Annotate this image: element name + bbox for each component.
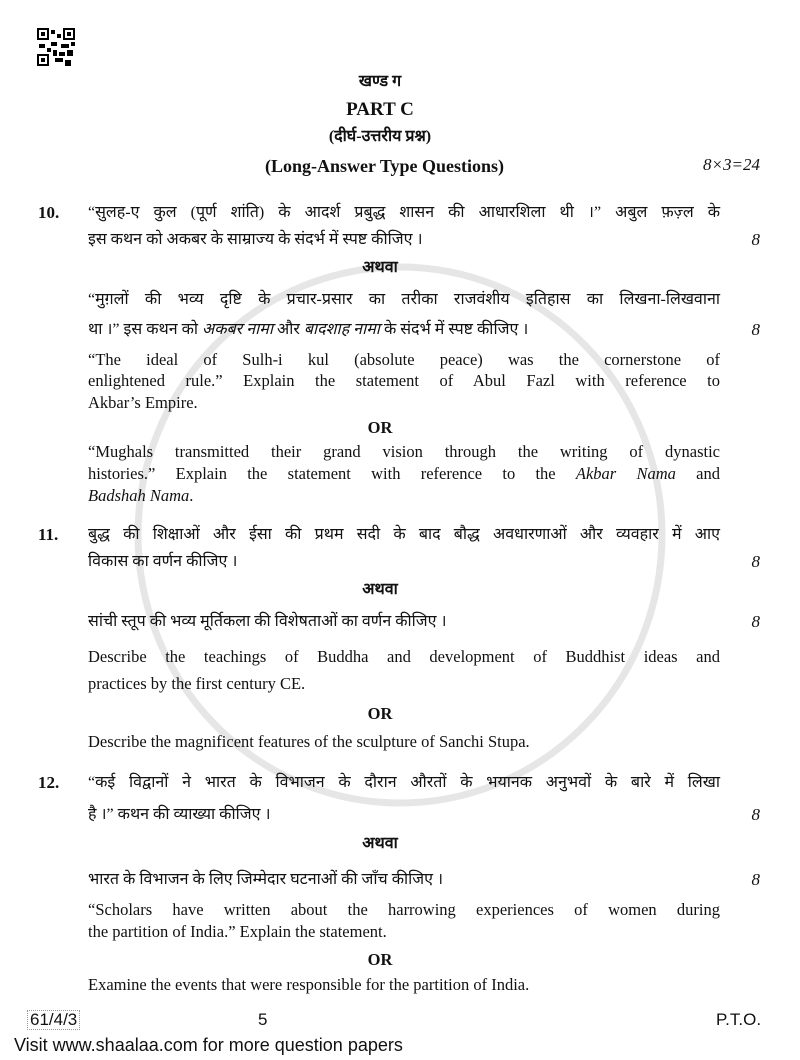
question-text-hindi: विकास का वर्णन कीजिए । (88, 553, 238, 570)
question-number: 10. (38, 203, 60, 222)
question-text: Badshah Nama. (88, 486, 194, 505)
question-number: 11. (38, 525, 59, 544)
or-hindi: अथवा (362, 835, 398, 852)
question-text: Akbar’s Empire. (88, 393, 198, 412)
marks: 8 (751, 612, 760, 631)
marks: 8 (751, 230, 760, 249)
marks: 8 (751, 870, 760, 889)
question-text: “Scholars have written about the harrowing experiences of women during (88, 900, 720, 919)
question-text: enlightened rule.” Explain the statement of Abul Fazl with reference to (88, 371, 720, 390)
pto-label: P.T.O. (716, 1010, 762, 1029)
question-text: Examine the events that were responsible for the partition of India. (88, 975, 530, 994)
marks: 8 (751, 552, 760, 571)
question-text: Describe the teachings of Buddha and development of Buddhist ideas and (88, 647, 720, 666)
question-text-hindi: इस कथन को अकबर के साम्राज्य के संदर्भ में स्पष्ट कीजिए । (88, 231, 423, 248)
question-text-hindi: था ।” इस कथन को अकबर नामा और बादशाह नामा के संदर्भ में स्पष्ट कीजिए । (88, 321, 529, 338)
or-label: OR (367, 704, 393, 723)
question-text: histories.” Explain the statement with reference to the Akbar Nama and (88, 464, 720, 483)
question-text: “Mughals transmitted their grand vision through the writing of dynastic (88, 442, 720, 461)
question-text-hindi: “कई विद्वानों ने भारत के विभाजन के दौरान औरतों के भयानक अनुभवों के बारे में लिखा (88, 774, 720, 791)
question-text-hindi: भारत के विभाजन के लिए जिम्मेदार घटनाओं की जाँच कीजिए । (88, 871, 444, 888)
or-label: OR (367, 950, 393, 969)
page-number: 5 (258, 1010, 268, 1029)
question-text: “The ideal of Sulh-i kul (absolute peace) was the cornerstone of (88, 350, 720, 369)
question-number: 12. (38, 773, 60, 792)
paper-code: 61/4/3 (27, 1010, 80, 1030)
question-text: practices by the first century CE. (88, 674, 306, 693)
question-type-hindi: (दीर्घ-उत्तरीय प्रश्न) (328, 128, 432, 145)
question-text-hindi: सांची स्तूप की भव्य मूर्तिकला की विशेषताओं का वर्णन कीजिए । (88, 613, 447, 630)
section-marks: 8×3=24 (703, 155, 760, 174)
visit-link[interactable]: Visit www.shaalaa.com for more question papers (14, 1035, 403, 1055)
question-text-hindi: बुद्ध की शिक्षाओं और ईसा की प्रथम सदी के बाद बौद्ध अवधारणाओं और व्यवहार में आए (88, 526, 720, 543)
section-title-hindi: खण्ड ग (358, 73, 402, 90)
question-text: the partition of India.” Explain the statement. (88, 922, 387, 941)
section-title: PART C (346, 99, 414, 120)
question-text-hindi: “मुग़लों की भव्य दृष्टि के प्रचार-प्रसार का तरीका राजवंशीय इतिहास का लिखना-लिखवाना (88, 291, 720, 308)
question-text: Describe the magnificent features of the sculpture of Sanchi Stupa. (88, 732, 530, 751)
marks: 8 (751, 320, 760, 339)
or-hindi: अथवा (362, 259, 398, 276)
or-label: OR (367, 418, 393, 437)
or-hindi: अथवा (362, 581, 398, 598)
question-text-hindi: है ।” कथन की व्याख्या कीजिए । (88, 806, 271, 823)
question-text-hindi: “सुलह-ए कुल (पूर्ण शांति) के आदर्श प्रबुद्ध शासन की आधारशिला थी ।” अबुल फ़ज़्ल के (88, 204, 720, 221)
marks: 8 (751, 805, 760, 824)
question-type: (Long-Answer Type Questions) (265, 156, 505, 176)
